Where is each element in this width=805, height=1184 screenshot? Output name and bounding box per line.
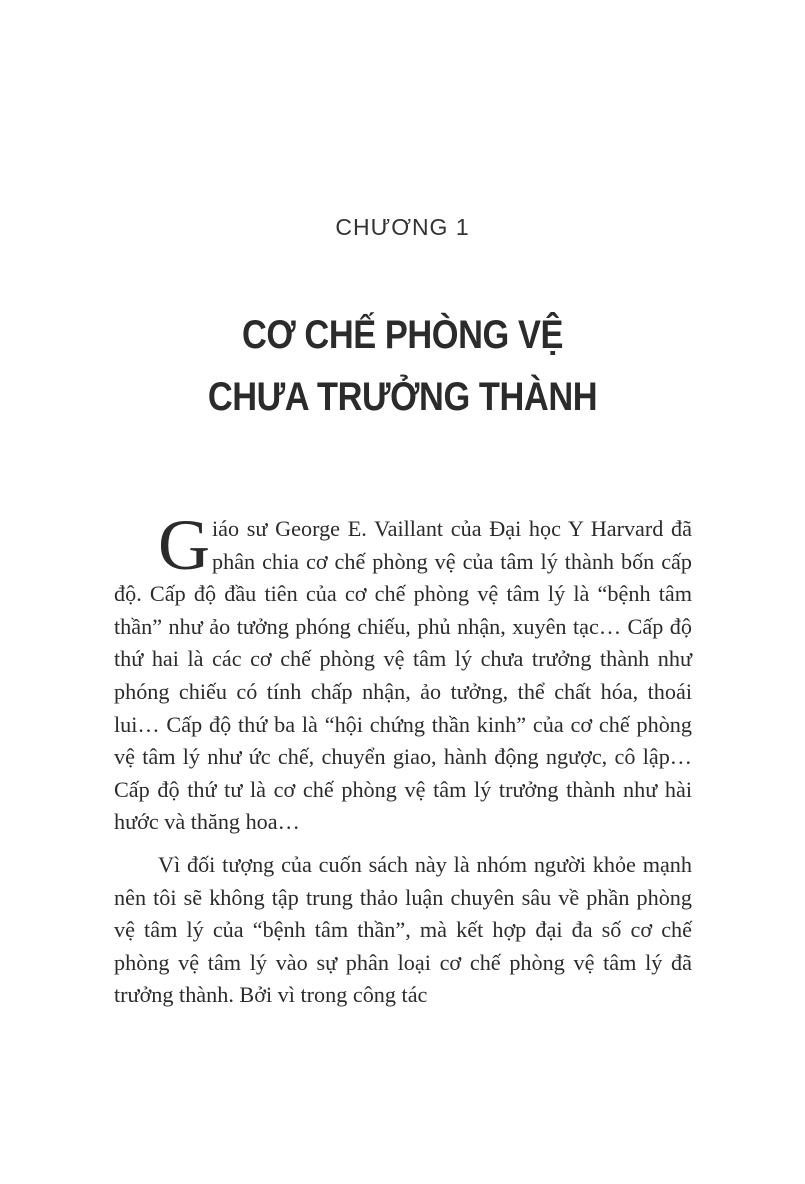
paragraph-1: [114, 505, 692, 839]
chapter-title: [56, 304, 748, 428]
paragraph-1-text: iáo sư George E. Vaillant của Đại học Y Harvard đã phân chia cơ chế phòng vệ của tâm lý thành bốn cấp độ. Cấp độ đầu tiên của cơ chế phòng vệ tâm lý là “bệnh tâm thần” như ảo tưởng phóng chiếu, phủ nhận, xuyên tạc… Cấp độ thứ hai là các cơ chế phòng vệ tâm lý chưa trưởng thành như phóng chiếu có tính chấp nhận, ảo tưởng, thể chất hóa, thoái lui… Cấp độ thứ ba là “hội chứng thần kinh” của cơ chế phòng vệ tâm lý như ức chế, chuyển giao, hành động ngược, cô lập… Cấp độ thứ tư là cơ chế phòng vệ tâm lý trưởng thành như hài hước và thăng hoa…: [114, 516, 692, 835]
drop-cap: G: [158, 505, 210, 585]
chapter-title-line-2: CHƯA TRƯỞNG THÀNH: [207, 375, 598, 419]
chapter-title-line-1: CƠ CHẾ PHÒNG VỆ: [241, 313, 564, 357]
body-text: [114, 505, 692, 1012]
chapter-label: CHƯƠNG 1: [335, 214, 470, 240]
paragraph-2: Vì đối tượng của cuốn sách này là nhóm người khỏe mạnh nên tôi sẽ không tập trung thảo luận chuyên sâu về phần phòng vệ tâm lý của “bệnh tâm thần”, mà kết hợp đại đa số cơ chế phòng vệ tâm lý vào sự phân loại cơ chế phòng vệ tâm lý đã trưởng thành. Bởi vì trong công tác: [114, 851, 692, 1008]
